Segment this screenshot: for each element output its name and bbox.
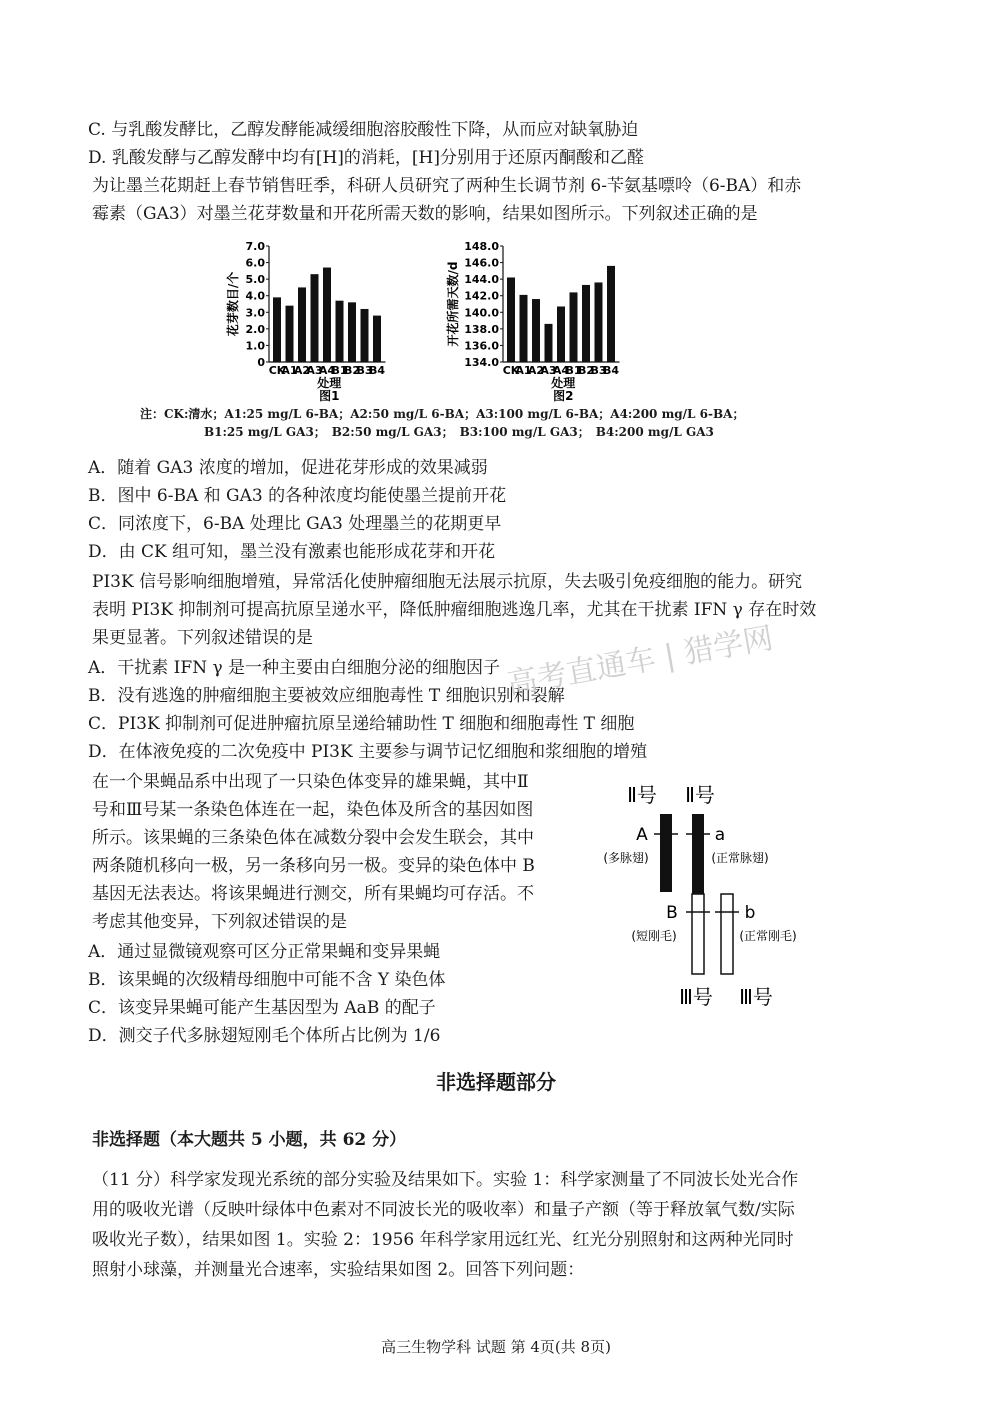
pi3k-option-d: D．在体液免疫的二次免疫中 PI3K 主要参与调节记忆细胞和浆细胞的增殖 (88, 742, 648, 762)
gene-a-note: (正常脉翅) (711, 851, 769, 865)
x-tick-label: CK (502, 364, 520, 377)
y-tick-label: 134.0 (464, 356, 499, 369)
y-tick-label: 7.0 (245, 240, 265, 253)
x-axis-label: 处理 (551, 376, 576, 390)
watermark: 高考直通车 | 猎学网 (504, 620, 776, 703)
x-tick-label: B1 (565, 364, 582, 377)
bar-B2 (582, 285, 590, 362)
chart-1 (225, 238, 440, 408)
bar-CK (273, 297, 281, 362)
gene-A: A (636, 825, 648, 845)
chart-note-2: B1:25 mg/L GA3； B2:50 mg/L GA3； B3:100 mg/L GA3； B4:200 mg/L GA3 (204, 425, 714, 439)
chart-title: 图1 (319, 389, 340, 403)
bar-B4 (607, 266, 615, 362)
x-tick-label: A4 (552, 364, 570, 377)
label-chr2-right: Ⅱ号 (685, 783, 715, 807)
bar-B2 (348, 302, 356, 362)
fly-stem-4: 两条随机移向一极，另一条移向另一极。变异的染色体中 B (92, 856, 535, 876)
y-tick-label: 4.0 (245, 289, 265, 303)
label-chr2-left: Ⅱ号 (627, 783, 657, 807)
label-chr3-left: Ⅲ号 (679, 985, 713, 1009)
pi3k-stem-1: PI3K 信号影响细胞增殖，异常活化使肿瘤细胞无法展示抗原，失去吸引免疫细胞的能力。研究 (92, 572, 803, 592)
x-tick-label: A1 (281, 364, 298, 377)
y-tick-label: 0 (257, 356, 265, 369)
y-tick-label: 138.0 (464, 322, 499, 336)
fly-stem-5: 基因无法表达。将该果蝇进行测交，所有果蝇均可存活。不 (92, 884, 534, 904)
chromosome-3-fused (692, 894, 704, 974)
x-tick-label: A2 (293, 364, 311, 377)
orchid-option-d: D．由 CK 组可知，墨兰没有激素也能形成花芽和开花 (88, 542, 496, 562)
gene-B-note: (短刚毛) (631, 929, 677, 943)
y-tick-label: 2.0 (245, 322, 265, 336)
bar-B3 (361, 309, 369, 362)
prev-option-c: C. 与乳酸发酵比，乙醇发酵能减缓细胞溶胶酸性下降，从而应对缺氧胁迫 (88, 120, 639, 140)
pi3k-option-b: B．没有逃逸的肿瘤细胞主要被效应细胞毒性 T 细胞识别和裂解 (88, 686, 565, 706)
bar-A1 (520, 295, 528, 362)
gene-B: B (666, 903, 678, 923)
y-tick-label: 142.0 (464, 289, 499, 303)
fly-option-d: D．测交子代多脉翅短刚毛个体所占比例为 1/6 (88, 1026, 441, 1046)
x-tick-label: A2 (527, 364, 545, 377)
x-tick-label: A1 (515, 364, 532, 377)
chromosome-3-right (721, 894, 733, 974)
bar-A2 (532, 299, 540, 362)
y-tick-label: 3.0 (245, 306, 265, 320)
x-tick-label: B1 (331, 364, 348, 377)
y-tick-label: 148.0 (464, 240, 499, 253)
y-tick-label: 5.0 (245, 273, 265, 287)
page-footer: 高三生物学科 试题 第 4页(共 8页) (381, 1338, 611, 1356)
chromosome-2-fused (692, 814, 704, 894)
x-tick-label: B3 (356, 364, 373, 377)
section-title: 非选择题部分 (436, 1070, 556, 1094)
photo-line-3: 吸收光子数），结果如图 1。实验 2：1956 年科学家用远红光、红光分别照射和这两种光同时 (92, 1230, 794, 1250)
gene-b: b (744, 903, 756, 923)
orchid-stem-2: 霉素（GA3）对墨兰花芽数量和开花所需天数的影响，结果如图所示。下列叙述正确的是 (92, 204, 758, 224)
y-tick-label: 6.0 (245, 256, 265, 270)
x-tick-label: B2 (343, 364, 361, 377)
chart-2 (445, 238, 675, 408)
chromosome-2-left (660, 814, 672, 892)
pi3k-stem-3: 果更显著。下列叙述错误的是 (92, 628, 313, 648)
bar-B4 (373, 316, 381, 362)
x-tick-label: CK (268, 364, 286, 377)
x-tick-label: B4 (602, 364, 620, 377)
orchid-stem-1: 为让墨兰花期赶上春节销售旺季，科研人员研究了两种生长调节剂 6-苄氨基嘌呤（6-BA）和赤 (92, 176, 802, 196)
x-tick-label: B4 (368, 364, 386, 377)
orchid-option-b: B．图中 6-BA 和 GA3 的各种浓度均能使墨兰提前开花 (88, 486, 507, 506)
bar-B1 (570, 292, 578, 362)
bar-A3 (311, 274, 319, 362)
fly-stem-6: 考虑其他变异，下列叙述错误的是 (92, 912, 347, 932)
y-axis-label: 开花所需天数/d (446, 261, 460, 347)
gene-a: a (714, 825, 726, 845)
photo-line-4: 照射小球藻，并测量光合速率，实验结果如图 2。回答下列问题： (92, 1260, 585, 1280)
gene-A-note: (多脉翅) (603, 851, 649, 865)
y-tick-label: 146.0 (464, 256, 499, 270)
pi3k-stem-2: 表明 PI3K 抑制剂可提高抗原呈递水平，降低肿瘤细胞逃逸几率，尤其在干扰素 IFN γ 存在时效 (92, 600, 817, 620)
pi3k-option-a: A．干扰素 IFN γ 是一种主要由白细胞分泌的细胞因子 (88, 658, 501, 678)
y-tick-label: 136.0 (464, 339, 499, 353)
x-tick-label: B3 (590, 364, 607, 377)
fly-stem-1: 在一个果蝇品系中出现了一只染色体变异的雄果蝇，其中Ⅱ (92, 772, 529, 792)
prev-option-d: D. 乳酸发酵与乙醇发酵中均有[H]的消耗，[H]分别用于还原丙酮酸和乙醛 (88, 148, 645, 168)
y-tick-label: 140.0 (464, 306, 499, 320)
x-tick-label: B2 (577, 364, 595, 377)
section-heading: 非选择题（本大题共 5 小题，共 62 分） (92, 1130, 407, 1150)
bar-A3 (545, 324, 553, 362)
y-tick-label: 1.0 (245, 339, 265, 353)
pi3k-option-c: C．PI3K 抑制剂可促进肿瘤抗原呈递给辅助性 T 细胞和细胞毒性 T 细胞 (88, 714, 635, 734)
photo-line-2: 用的吸收光谱（反映叶绿体中色素对不同波长光的吸收率）和量子产额（等于释放氧气数/实际 (92, 1200, 795, 1220)
fly-stem-3: 所示。该果蝇的三条染色体在减数分裂中会发生联会，其中 (92, 828, 534, 848)
bar-B3 (595, 282, 603, 362)
bar-A1 (286, 306, 294, 362)
orchid-option-a: A．随着 GA3 浓度的增加，促进花芽形成的效果减弱 (88, 458, 488, 478)
y-tick-label: 144.0 (464, 273, 499, 287)
x-tick-label: A4 (318, 364, 336, 377)
x-tick-label: A3 (306, 364, 323, 377)
chart-title: 图2 (553, 389, 574, 403)
fly-option-b: B．该果蝇的次级精母细胞中可能不含 Y 染色体 (88, 970, 446, 990)
x-tick-label: A3 (540, 364, 557, 377)
orchid-option-c: C．同浓度下，6-BA 处理比 GA3 处理墨兰的花期更早 (88, 514, 502, 534)
label-chr3-right: Ⅲ号 (739, 985, 773, 1009)
bar-A2 (298, 287, 306, 362)
bar-B1 (336, 301, 344, 362)
chromosome-diagram (590, 778, 810, 1018)
fly-option-a: A．通过显微镜观察可区分正常果蝇和变异果蝇 (88, 942, 441, 962)
fly-stem-2: 号和Ⅲ号某一条染色体连在一起，染色体及所含的基因如图 (92, 800, 534, 820)
fly-option-c: C．该变异果蝇可能产生基因型为 AaB 的配子 (88, 998, 436, 1018)
chart-note-1: 注：CK:清水；A1:25 mg/L 6-BA；A2:50 mg/L 6-BA；A3:100 mg/L 6-BA；A4:200 mg/L 6-BA； (140, 407, 745, 421)
photo-line-1: （11 分）科学家发现光系统的部分实验及结果如下。实验 1：科学家测量了不同波长处光合作 (92, 1170, 799, 1190)
bar-CK (507, 277, 515, 362)
y-axis-label: 花芽数目/个 (226, 271, 240, 337)
x-axis-label: 处理 (317, 376, 342, 390)
bar-A4 (557, 306, 565, 362)
gene-b-note: (正常刚毛) (739, 929, 797, 943)
bar-A4 (323, 268, 331, 362)
